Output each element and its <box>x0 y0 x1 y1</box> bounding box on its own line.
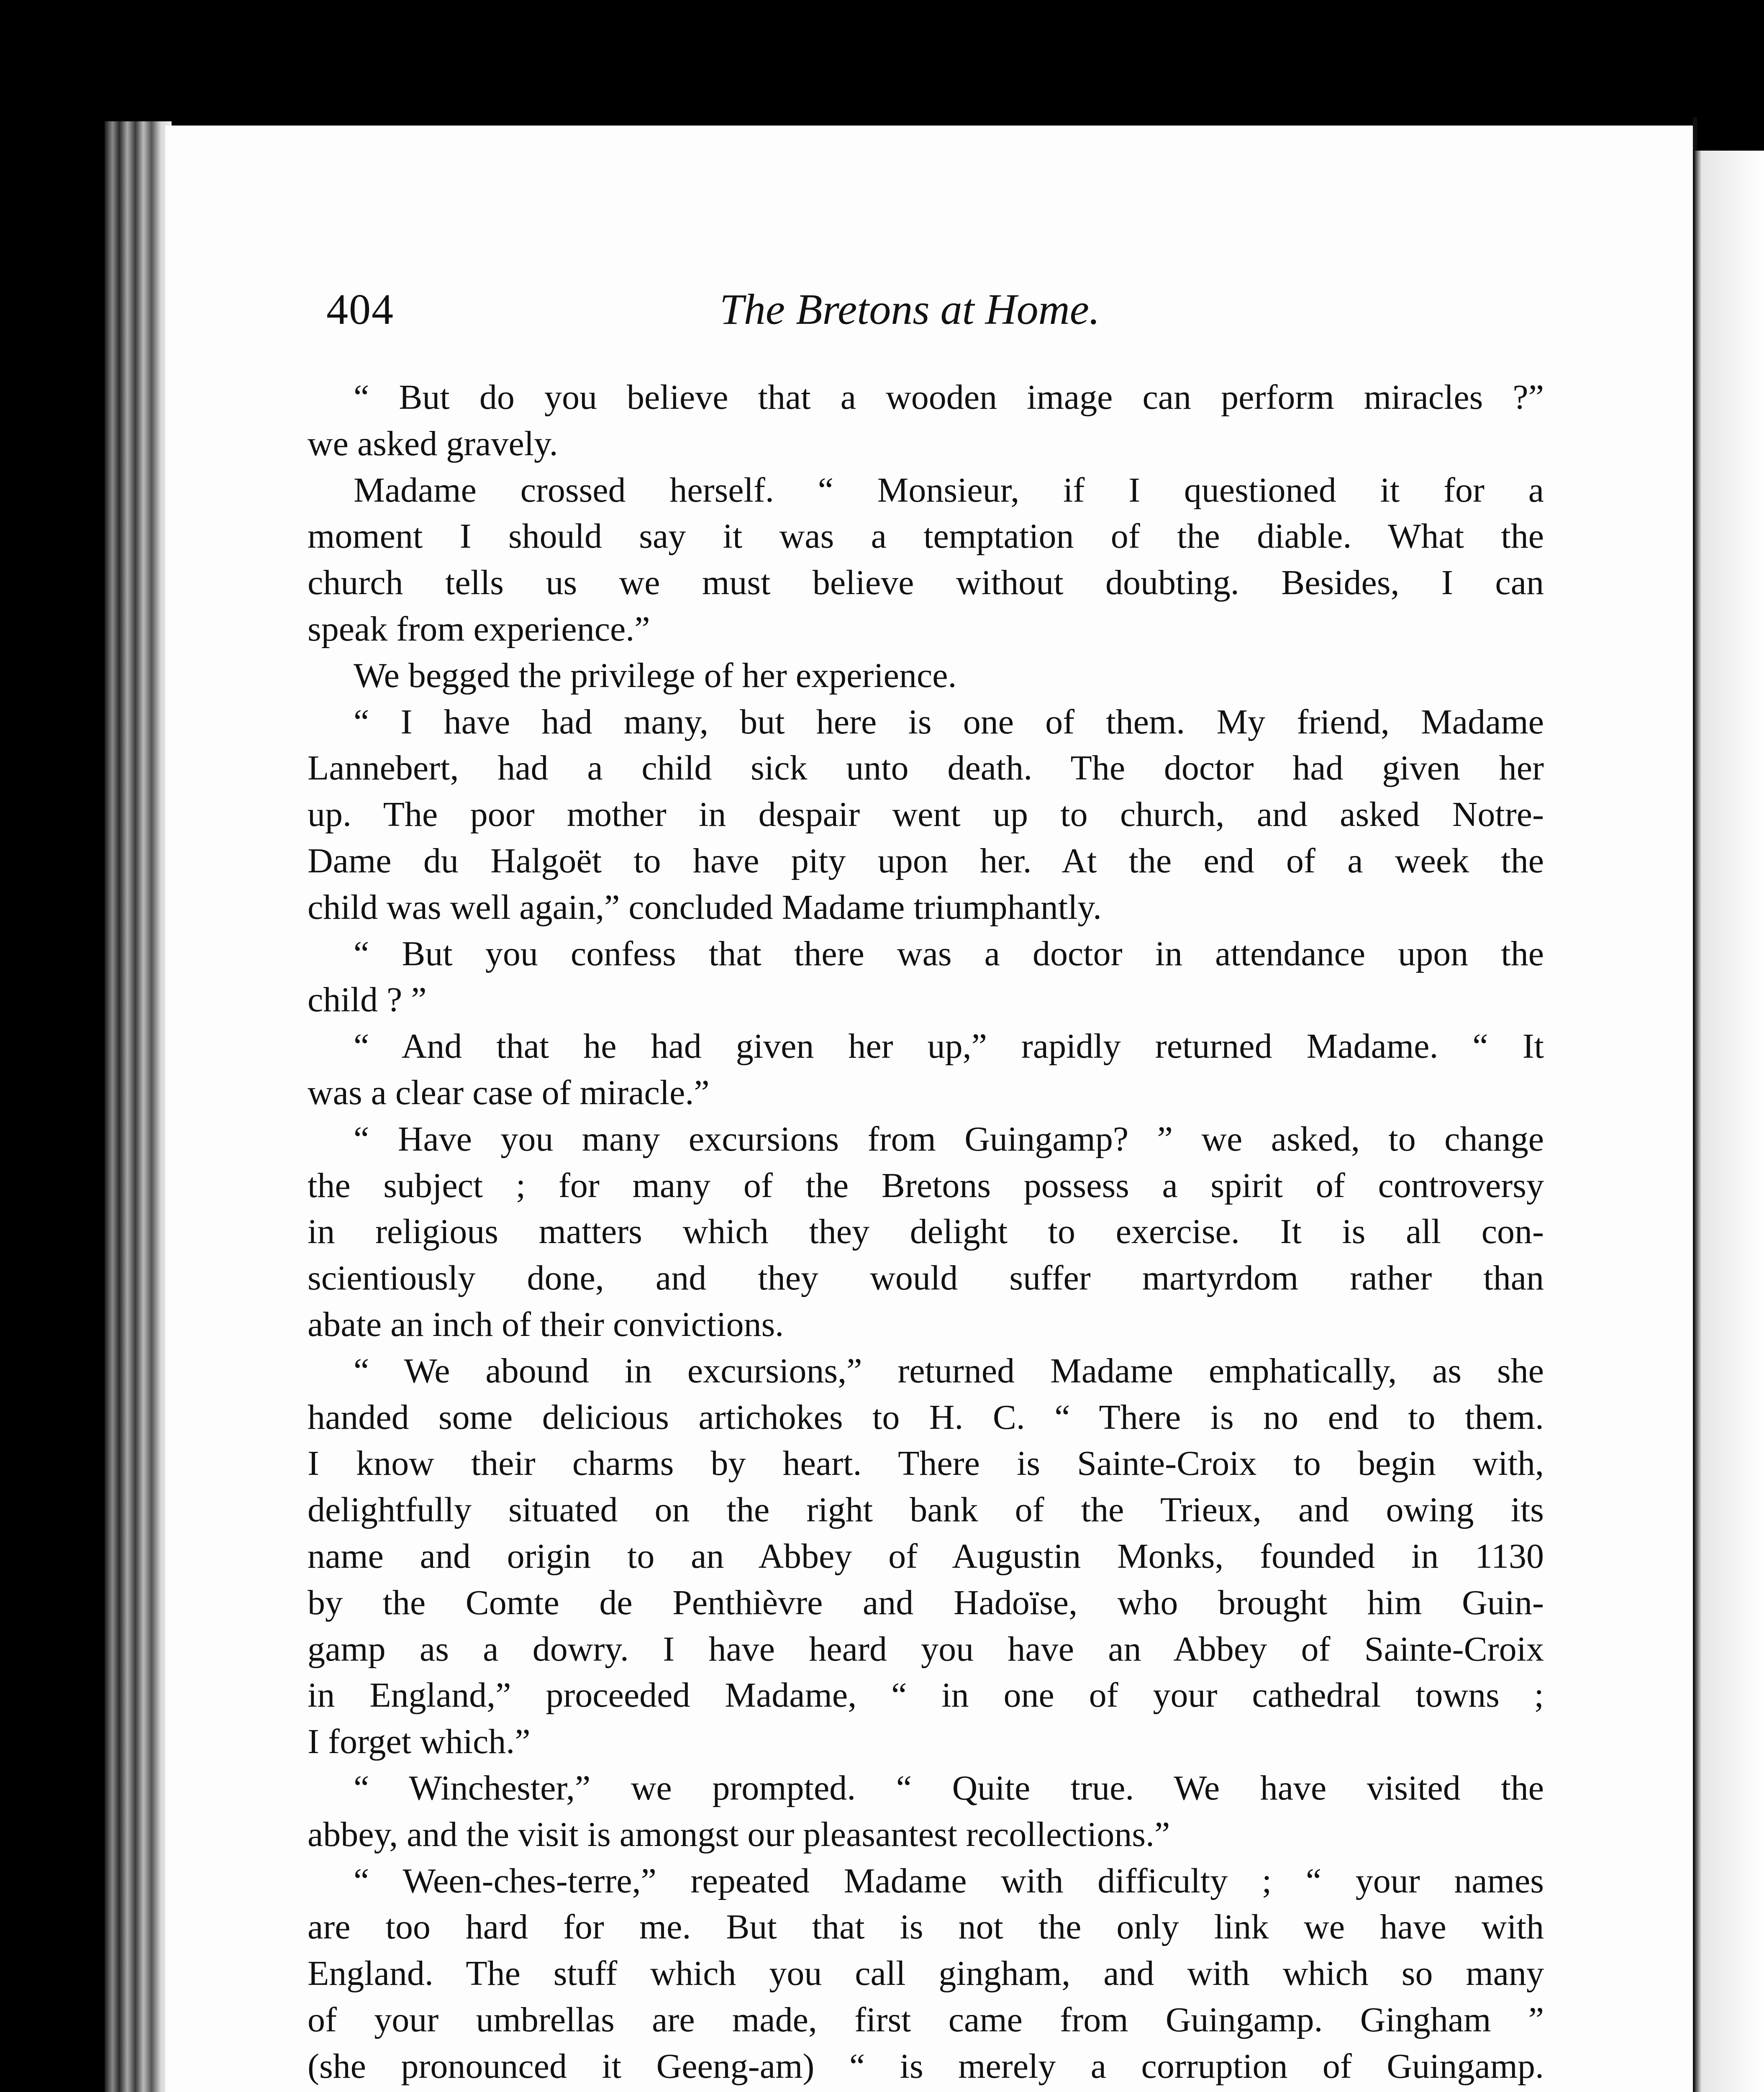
text-line: abate an inch of their convictions. <box>308 1305 784 1344</box>
text-line: we asked gravely. <box>308 424 558 463</box>
text-line: up. The poor mother in despair went up to church, and asked Notre- <box>308 795 1544 834</box>
text-line: Lannebert, had a child sick unto death. The doctor had given her <box>308 749 1544 788</box>
text-line: “ Winchester,” we prompted. “ Quite true. We have visited the <box>354 1768 1544 1807</box>
text-line: handed some delicious artichokes to H. C. “ There is no end to them. <box>308 1397 1544 1437</box>
text-line: “ We abound in excursions,” returned Madame emphatically, as she <box>354 1351 1544 1390</box>
body-text <box>308 374 1544 2092</box>
text-line: (she pronounced it Geeng-am) “ is merely a corruption of Guingamp. <box>308 2046 1544 2086</box>
text-line: church tells us we must believe without doubting. Besides, I can <box>308 563 1544 602</box>
text-line: “ And that he had given her up,” rapidly returned Madame. “ It <box>354 1027 1544 1066</box>
book-gutter <box>105 121 172 2092</box>
text-line: “ I have had many, but here is one of them. My friend, Madame <box>354 702 1544 741</box>
text-line: I forget which.” <box>308 1722 531 1761</box>
text-line <box>308 2089 1544 2092</box>
text-line: by the Comte de Penthièvre and Hadoïse, who brought him Guin- <box>308 1583 1544 1622</box>
page-header <box>326 276 1540 343</box>
text-line: are too hard for me. But that is not the only link we have with <box>308 1907 1544 1947</box>
text-line: the subject ; for many of the Bretons possess a spirit of controversy <box>308 1166 1544 1205</box>
text-line: I know their charms by heart. There is Sainte-Croix to begin with, <box>308 1444 1544 1483</box>
text-line: speak from experience.” <box>308 609 650 649</box>
text-line: “ But do you believe that a wooden image can perform miracles ?” <box>354 378 1544 417</box>
text-line: “ Have you many excursions from Guingamp? ” we asked, to change <box>354 1119 1544 1159</box>
text-line: England. The stuff which you call gingham, and with which so many <box>308 1954 1544 1993</box>
text-line: was a clear case of miracle.” <box>308 1073 710 1112</box>
text-line: child was well again,” concluded Madame triumphantly. <box>308 887 1102 927</box>
text-line: in religious matters which they delight to exercise. It is all con- <box>308 1212 1544 1251</box>
text-line: Madame crossed herself. “ Monsieur, if I questioned it for a <box>354 470 1544 510</box>
text-line: “ But you confess that there was a doctor in attendance upon the <box>354 934 1544 973</box>
next-pages-edge <box>1695 151 1764 2092</box>
text-line: moment I should say it was a temptation of the diable. What the <box>308 517 1544 556</box>
text-line: Dame du Halgoët to have pity upon her. At the end of a week the <box>308 841 1544 880</box>
text-line: We begged the privilege of her experience. <box>354 656 957 695</box>
text-line: in England,” proceeded Madame, “ in one of your cathedral towns ; <box>308 1676 1544 1715</box>
text-line: child ? ” <box>308 980 427 1020</box>
text-line: abbey, and the visit is amongst our pleasantest recollections.” <box>308 1815 1170 1854</box>
page-number: 404 <box>326 285 394 333</box>
text-line: gamp as a dowry. I have heard you have an Abbey of Sainte-Croix <box>308 1629 1544 1669</box>
running-title: The Bretons at Home. <box>720 285 1100 333</box>
text-line: “ Ween-ches-terre,” repeated Madame with difficulty ; “ your names <box>354 1861 1544 1900</box>
text-line: delightfully situated on the right bank of the Trieux, and owing its <box>308 1490 1544 1530</box>
text-line: scientiously done, and they would suffer martyrdom rather than <box>308 1259 1544 1298</box>
text-line: name and origin to an Abbey of Augustin Monks, founded in 1130 <box>308 1536 1544 1576</box>
text-line: of your umbrellas are made, first came from Guingamp. Gingham ” <box>308 2000 1544 2039</box>
